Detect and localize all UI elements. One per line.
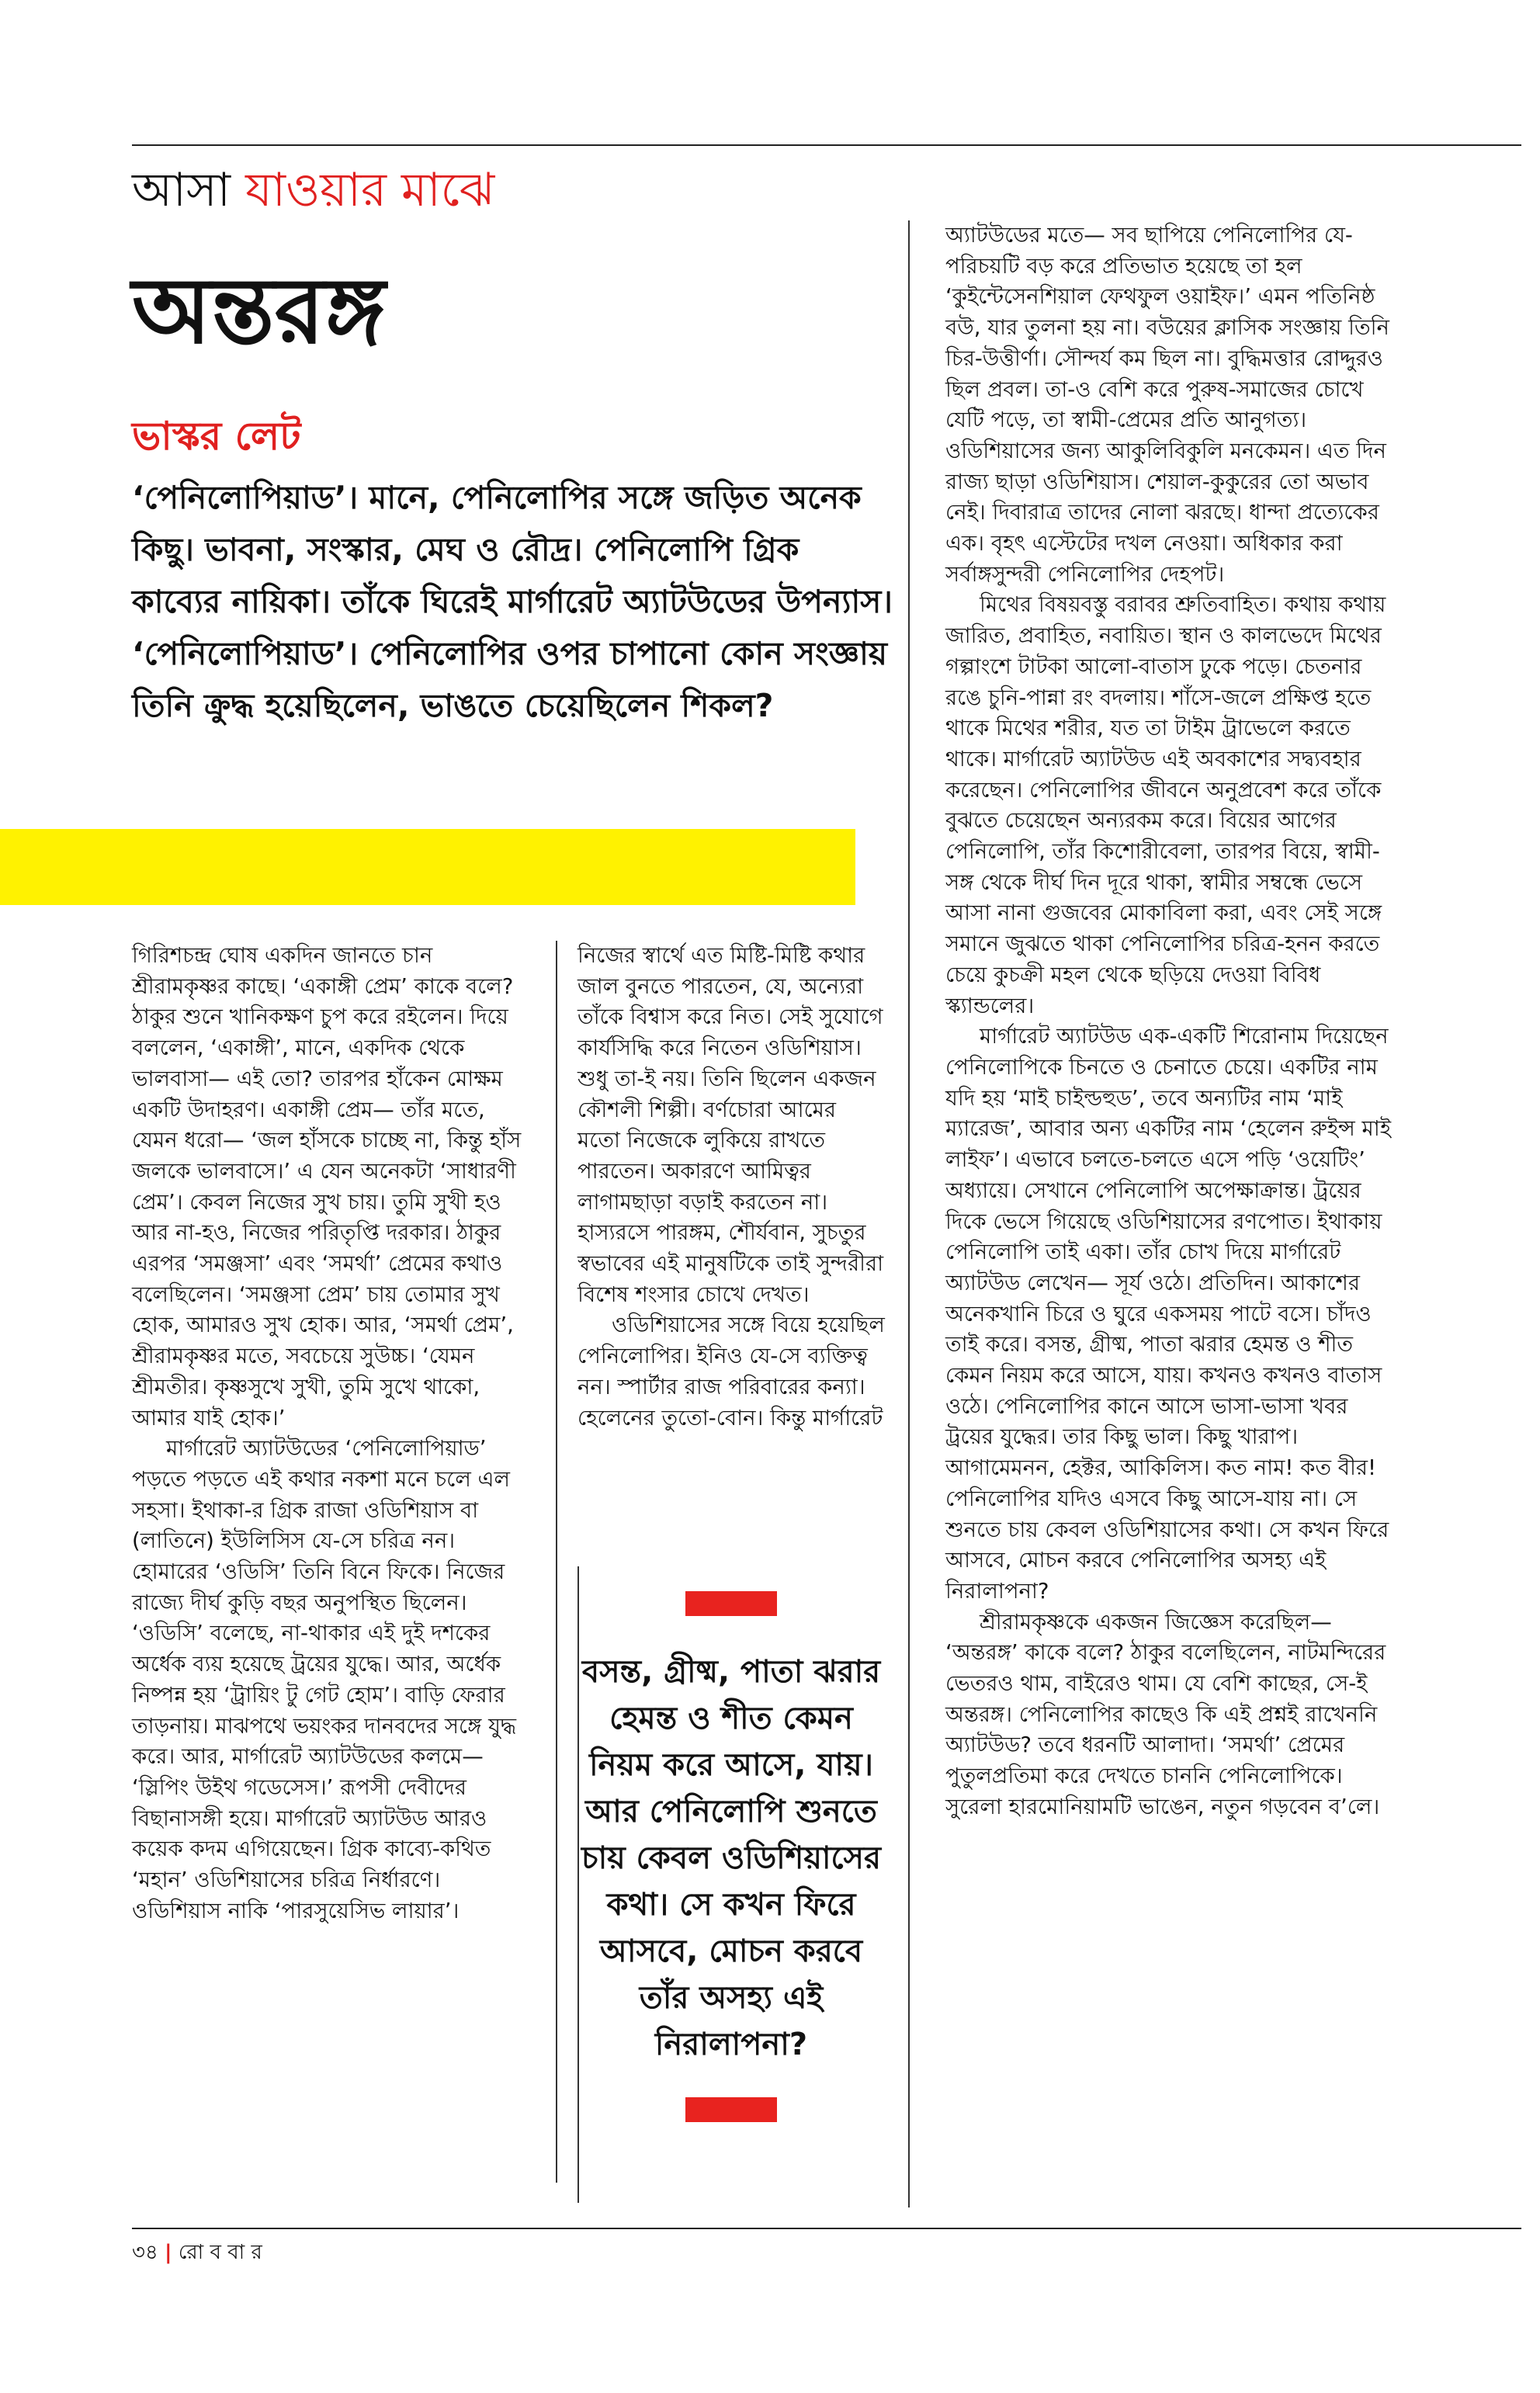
pullquote-bottom-bar — [685, 2097, 777, 2122]
section-title-part2: যাওয়ার মাঝে — [245, 163, 495, 217]
top-rule — [132, 144, 1521, 146]
standfirst: ‘পেনিলোপিয়াড’। মানে, পেনিলোপির সঙ্গে জড়িত অনেক কিছু। ভাবনা, সংস্কার, মেঘ ও রৌদ্র। পেনিলোপি গ্রিক কাব্যের নায়িকা। তাঁকে ঘিরেই মার্গারেট অ্যাটউডের উপন্যাস। ‘পেনিলোপিয়াড’। পেনিলোপির ওপর চাপানো কোন সংজ্ঞায় তিনি ক্রুদ্ধ হয়েছিলেন, ভাঙতে চেয়েছিলেন শিকল? — [132, 479, 893, 724]
article-column-3 — [945, 220, 1400, 1823]
paragraph: গিরিশচন্দ্র ঘোষ একদিন জানতে চান শ্রীরামকৃষ্ণর কাছে। ‘একাঙ্গী প্রেম’ কাকে বলে? ঠাকুর শুনে খানিকক্ষণ চুপ করে রইলেন। দিয়ে বললেন, ‘একাঙ্গী’, মানে, একদিক থেকে ভালবাসা— এই তো? তারপর হাঁকেন মোক্ষম একটি উদাহরণ। একাঙ্গী প্রেম— তাঁর মতে, যেমন ধরো— ‘জল হাঁসকে চাচ্ছে না, কিন্তু হাঁস জলকে ভালবাসে।’ এ যেন অনেকটা ‘সাধারণী প্রেম’। কেবল নিজের সুখ চায়। তুমি সুখী হও আর না-হও, নিজের পরিতৃপ্তি দরকার। ঠাকুর এরপর ‘সমঞ্জসা’ এবং ‘সমর্থা’ প্রেমের কথাও বলেছিলেন। ‘সমঞ্জসা প্রেম’ চায় তোমার সুখ হোক, আমারও সুখ হোক। আর, ‘সমর্থা প্রেম’, শ্রীরামকৃষ্ণর মতে, সবচেয়ে সুউচ্চ। ‘যেমন শ্রীমতীর। কৃষ্ণসুখে সুখী, তুমি সুখে থাকো, আমার যাই হোক।’ — [132, 943, 522, 1431]
paragraph: মিথের বিষয়বস্তু বরাবর শ্রুতিবাহিত। কথায় কথায় জারিত, প্রবাহিত, নবায়িত। স্থান ও কালভেদে মিথের গল্পাংশে টাটকা আলো-বাতাস ঢুকে পড়ে। চেতনার রঙে চুনি-পান্না রং বদলায়। শাঁসে-জলে প্রক্ষিপ্ত হতে থাকে মিথের শরীর, যত তা টাইম ট্রাভেলে করতে থাকে। মার্গারেট অ্যাটউড এই অবকাশের সদ্ব্যবহার করেছেন। পেনিলোপির জীবনে অনুপ্রবেশ করে তাঁকে বুঝতে চেয়েছেন অন্যরকম করে। বিয়ের আগের পেনিলোপি, তাঁর কিশোরীবেলা, তারপর বিয়ে, স্বামী-সঙ্গ থেকে দীর্ঘ দিন দূরে থাকা, স্বামীর সম্বন্ধে ভেসে আসা নানা গুজবের মোকাবিলা করা, এবং সেই সঙ্গে সমানে জুঝতে থাকা পেনিলোপির চরিত্র-হনন করতে চেয়ে কুচক্রী মহল থেকে ছড়িয়ে দেওয়া বিবিধ স্ক্যান্ডলের। — [945, 592, 1386, 1018]
paragraph: নিজের স্বার্থে এত মিষ্টি-মিষ্টি কথার জাল বুনতে পারতেন, যে, অন্যেরা তাঁকে বিশ্বাস করে নিত। সেই সুযোগে কার্যসিদ্ধি করে নিতেন ওডিশিয়াস। শুধু তা-ই নয়। তিনি ছিলেন একজন কৌশলী শিল্পী। বর্ণচোরা আমের মতো নিজেকে লুকিয়ে রাখতে পারতেন। অকারণে আমিত্বর লাগামছাড়া বড়াই করতেন না। হাস্যরসে পারঙ্গম, শৌর্যবান, সুচতুর স্বভাবের এই মানুষটিকে তাই সুন্দরীরা বিশেষ শংসার চোখে দেখত। — [578, 943, 884, 1307]
paragraph: ওডিশিয়াসের সঙ্গে বিয়ে হয়েছিল পেনিলোপির। ইনিও যে-সে ব্যক্তিত্ব নন। স্পার্টার রাজ পরিবারের কন্যা। হেলেনের তুতো-বোন। কিন্তু মার্গারেট — [578, 1313, 885, 1431]
headline: অন্তরঙ্গ — [132, 257, 386, 364]
article-column-1 — [132, 941, 532, 1927]
paragraph: মার্গারেট অ্যাটউডের ‘পেনিলোপিয়াড’ পড়তে পড়তে এই কথার নকশা মনে চলে এল সহসা। ইথাকা-র গ্রিক রাজা ওডিশিয়াস বা (লাতিনে) ইউলিসিস যে-সে চরিত্র নন। হোমারের ‘ওডিসি’ তিনি বিনে ফিকে। নিজের রাজ্যে দীর্ঘ কুড়ি বছর অনুপস্থিত ছিলেন। ‘ওডিসি’ বলেছে, না-থাকার এই দুই দশকের অর্ধেক ব্যয় হয়েছে ট্রয়ের যুদ্ধে। আর, অর্ধেক নিষ্পন্ন হয় ‘ট্রায়িং টু গেট হোম’। বাড়ি ফেরার তাড়নায়। মাঝপথে ভয়ংকর দানবদের সঙ্গে যুদ্ধ করে। আর, মার্গারেট অ্যাটউডের কলমে— ‘স্লিপিং উইথ গডেসেস।’ রূপসী দেবীদের বিছানাসঙ্গী হয়ে। মার্গারেট অ্যাটউড আরও কয়েক কদম এগিয়েছেন। গ্রিক কাব্যে-কথিত ‘মহান’ ওডিশিয়াসের চরিত্র নির্ধারণে। ওডিশিয়াস নাকি ‘পারসুয়েসিভ লায়ার’। — [132, 1436, 517, 1923]
paragraph: মার্গারেট অ্যাটউড এক-একটি শিরোনাম দিয়েছেন পেনিলোপিকে চিনতে ও চেনাতে চেয়ে। একটির নাম যদি হয় ‘মাই চাইল্ডহুড’, তবে অন্যটির নাম ‘মাই ম্যারেজ’, আবার অন্য একটির নাম ‘হেলেন রুইন্স মাই লাইফ’। এভাবে চলতে-চলতে এসে পড়ি ‘ওয়েটিং’ অধ্যায়ে। সেখানে পেনিলোপি অপেক্ষাক্রান্ত। ট্রয়ের দিকে ভেসে গিয়েছে ওডিশিয়াসের রণপোত। ইথাকায় পেনিলোপি তাই একা। তাঁর চোখ দিয়ে মার্গারেট অ্যাটউড লেখেন— সূর্য ওঠে। প্রতিদিন। আকাশের অনেকখানি চিরে ও ঘুরে একসময় পাটে বসে। চাঁদও তাই করে। বসন্ত, গ্রীষ্ম, পাতা ঝরার হেমন্ত ও শীত কেমন নিয়ম করে আসে, যায়। কখনও কখনও বাতাস ওঠে। পেনিলোপির কানে আসে ভাসা-ভাসা খবর ট্রয়ের যুদ্ধের। তার কিছু ভাল। কিছু খারাপ। আগামেমনন, হেক্টর, আকিলিস। কত নাম! কত বীর! পেনিলোপির যদিও এসবে কিছু আসে-যায় না। সে শুনতে চায় কেবল ওডিশিয়াসের কথা। সে কখন ফিরে আসবে, মোচন করবে পেনিলোপির অসহ্য এই নিরালাপনা? — [945, 1024, 1392, 1604]
publication-name: রো ব বা র — [178, 2241, 262, 2264]
article-column-2 — [578, 941, 885, 1434]
pull-quote-text: বসন্ত, গ্রীষ্ম, পাতা ঝরার হেমন্ত ও শীত কেমন নিয়ম করে আসে, যায়। আর পেনিলোপি শুনতে চায় কেবল ওডিশিয়াসের কথা। সে কখন ফিরে আসবে, মোচন করবে তাঁর অসহ্য এই নিরালাপনা? — [581, 1654, 881, 2062]
page-footer — [132, 2239, 262, 2266]
section-title — [132, 163, 494, 217]
section-title-part1: আসা — [132, 163, 231, 217]
bottom-rule — [132, 2228, 1521, 2229]
column-divider — [556, 941, 557, 2183]
paragraph: অ্যাটউডের মতে— সব ছাপিয়ে পেনিলোপির যে-পরিচয়টি বড় করে প্রতিভাত হয়েছে তা হল ‘কুইন্টেসেনশিয়াল ফেথফুল ওয়াইফ।’ এমন পতিনিষ্ঠ বউ, যার তুলনা হয় না। বউয়ের ক্লাসিক সংজ্ঞায় তিনি চির-উত্তীর্ণা। সৌন্দর্য কম ছিল না। বুদ্ধিমত্তার রোদ্দুরও ছিল প্রবল। তা-ও বেশি করে পুরুষ-সমাজের চোখে যেটি পড়ে, তা স্বামী-প্রেমের প্রতি আনুগত্য। ওডিশিয়াসের জন্য আকুলিবিকুলি মনকেমন। এত দিন রাজ্য ছাড়া ওডিশিয়াস। শেয়াল-কুকুরের তো অভাব নেই। দিবারাত্র তাদের নোলা ঝরছে। ধান্দা প্রত্যেকের এক। বৃহৎ এস্টেটের দখল নেওয়া। অধিকার করা সর্বাঙ্গসুন্দরী পেনিলোপির দেহপট। — [945, 223, 1389, 587]
pull-quote — [578, 1591, 885, 2122]
yellow-highlight-band — [0, 829, 855, 905]
footer-separator: | — [165, 2241, 172, 2264]
paragraph: শ্রীরামকৃষ্ণকে একজন জিজ্ঞেস করেছিল— ‘অন্তরঙ্গ’ কাকে বলে? ঠাকুর বলেছিলেন, নাটমন্দিরের ভেতরও থাম, বাইরেও থাম। যে বেশি কাছের, সে-ই অন্তরঙ্গ। পেনিলোপির কাছেও কি এই প্রশ্নই রাখেননি অ্যাটউড? তবে ধরনটি আলাদা। ‘সমর্থা’ প্রেমের পুতুলপ্রতিমা করে দেখতে চাননি পেনিলোপিকে। সুরেলা হারমোনিয়ামটি ভাঙেন, নতুন গড়বেন ব’লে। — [945, 1609, 1386, 1819]
column-divider — [908, 220, 910, 2207]
pullquote-top-bar — [685, 1591, 777, 1616]
page-number: ৩৪ — [132, 2241, 158, 2264]
author-byline: ভাস্কর লেট — [132, 414, 301, 459]
